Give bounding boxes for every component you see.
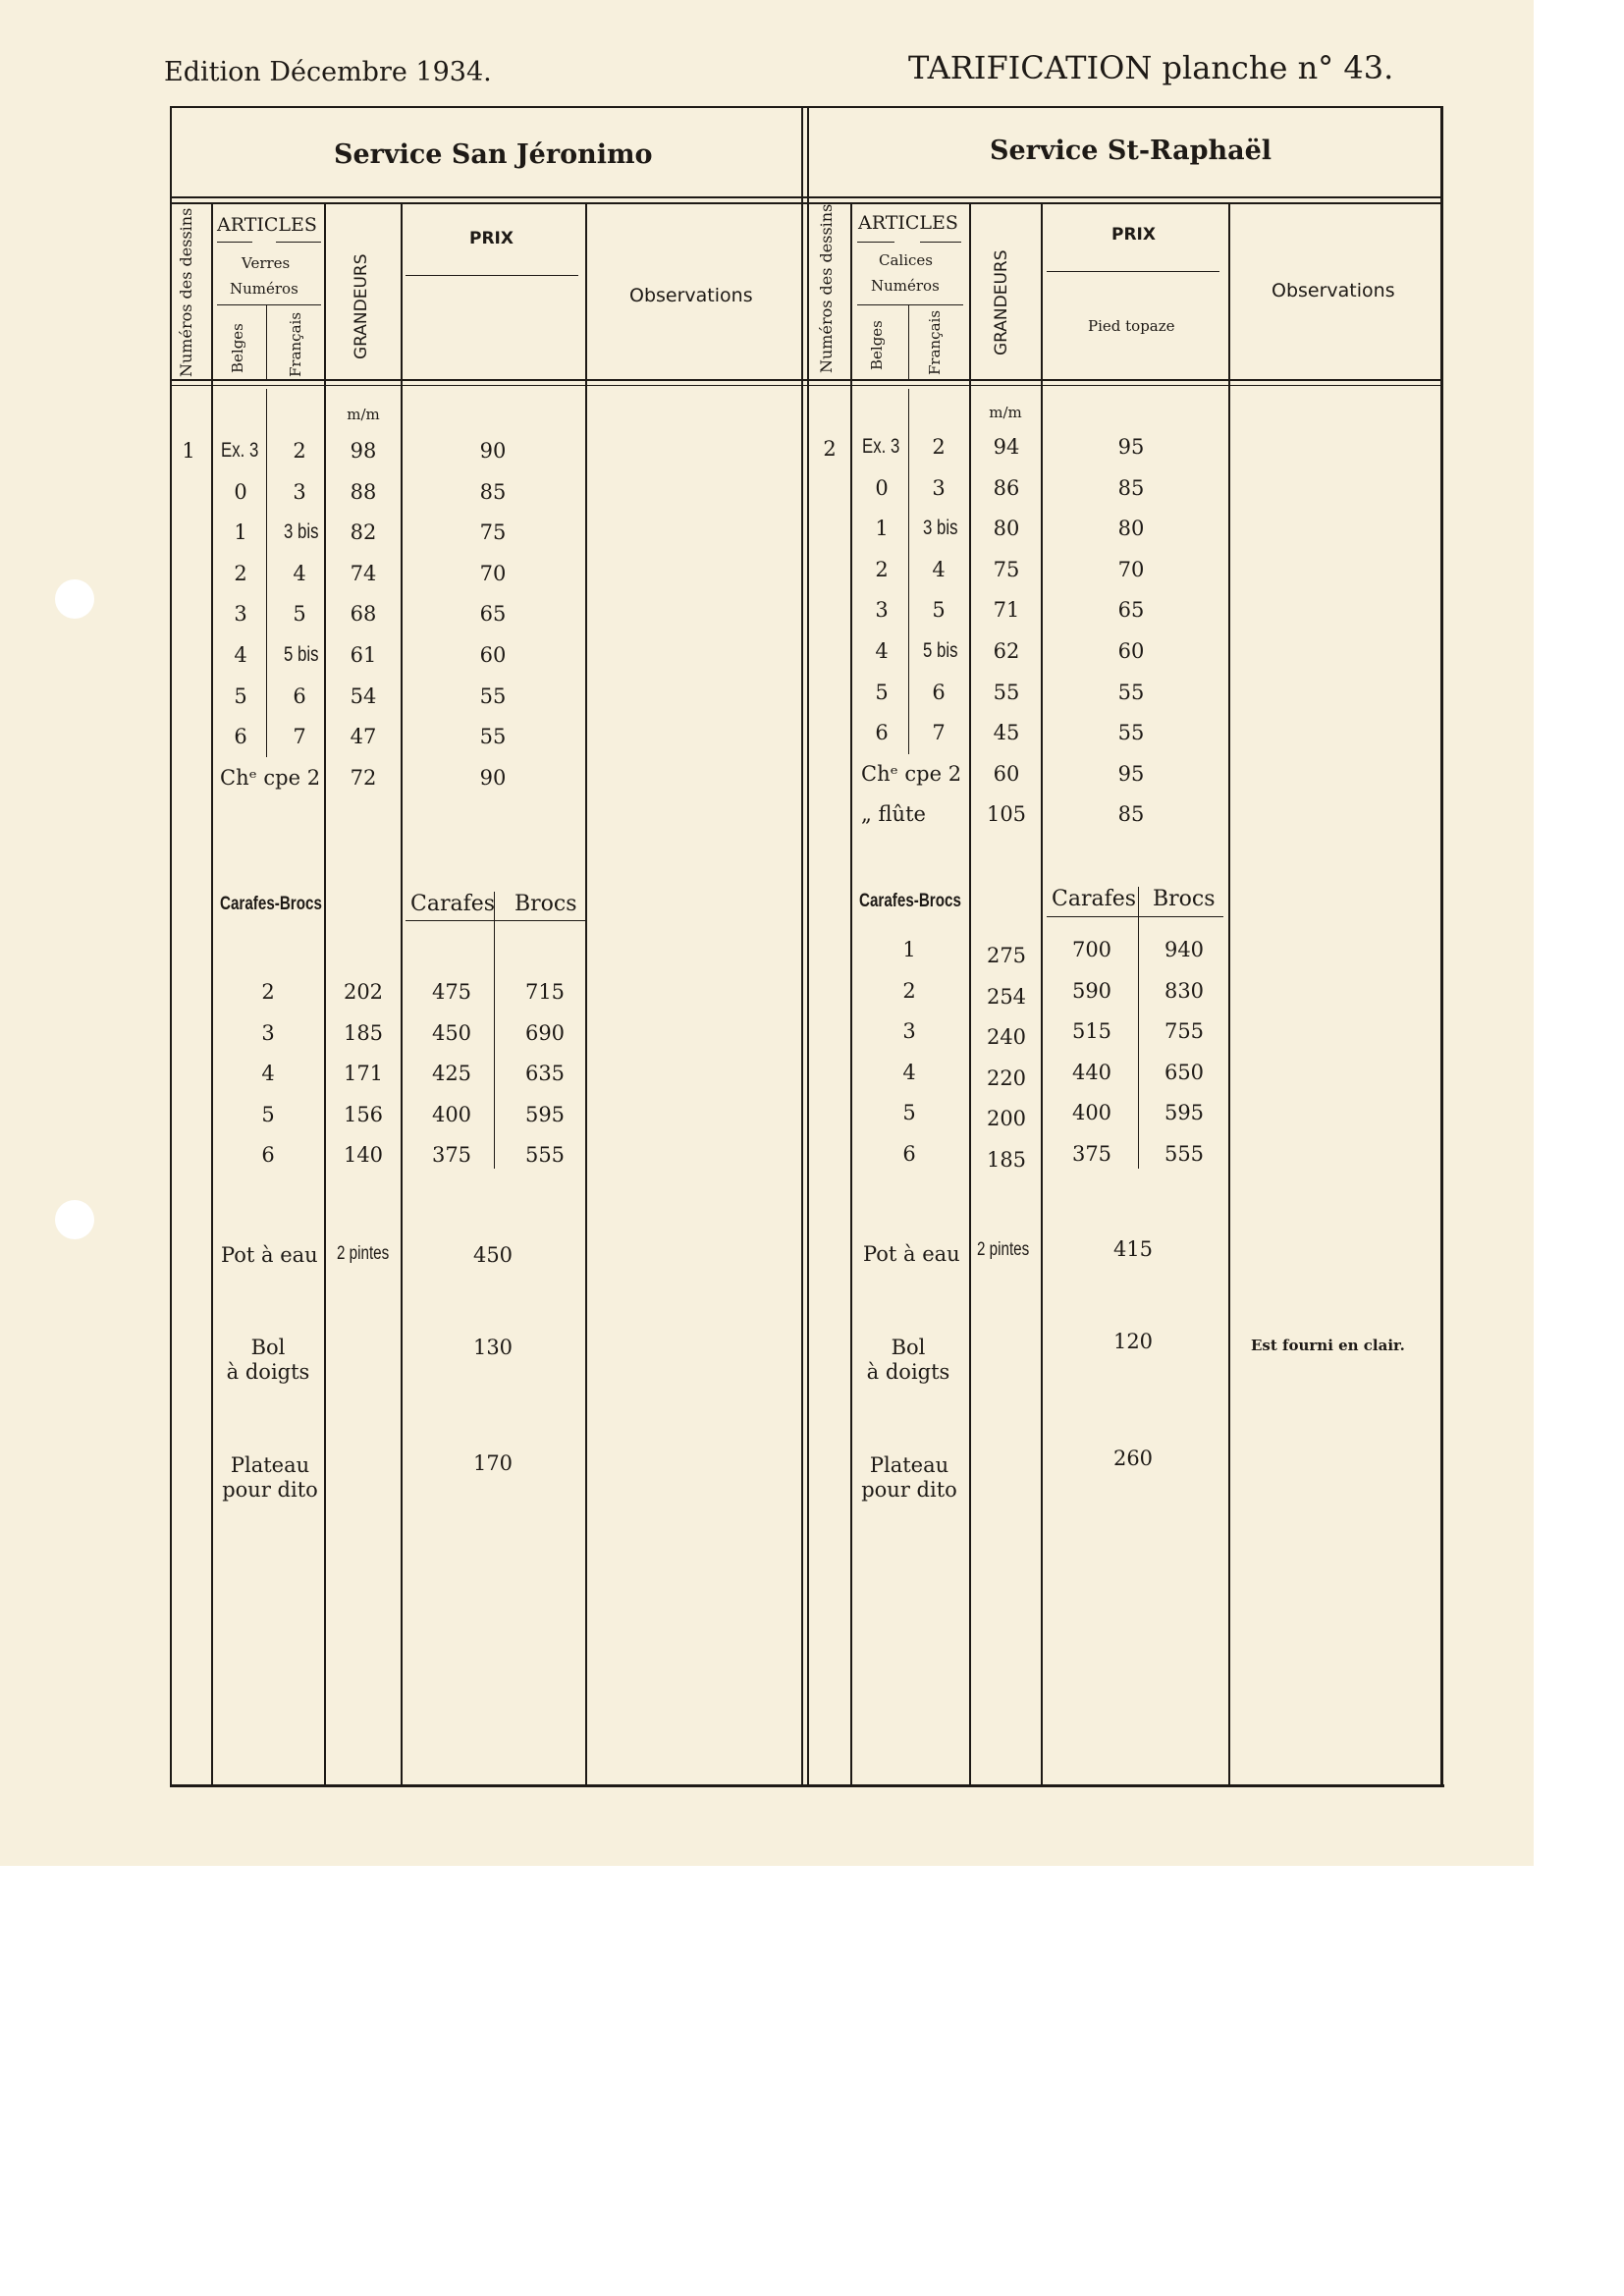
grandeur-value: 61 [350, 643, 377, 667]
francais-header: Français [287, 311, 304, 377]
francais-number: 4 [932, 557, 946, 581]
articles-sub1: Calices [879, 251, 933, 269]
francais-number: 7 [293, 725, 306, 749]
brocs-prix: 830 [1164, 978, 1205, 1003]
frame-top [170, 106, 1442, 108]
carafes-prix: 440 [1071, 1060, 1112, 1084]
carafes-prix: 450 [431, 1020, 472, 1045]
francais-number: 3 bis [923, 517, 958, 540]
francais-number: 5 bis [923, 639, 958, 662]
carafes-rule [406, 920, 585, 921]
plateau-label-1: Plateau [869, 1453, 949, 1477]
belge-number: 0 [875, 475, 889, 500]
belges-header: Belges [229, 323, 246, 373]
bol-prix: 130 [472, 1336, 514, 1359]
punch-hole [55, 579, 94, 619]
carafe-number: 5 [261, 1102, 275, 1126]
grandeur-value: 185 [986, 1147, 1027, 1172]
prix-value: 60 [1117, 639, 1145, 663]
frame-left [170, 106, 172, 1785]
col-divider [585, 202, 587, 1785]
carafes-rule [1047, 916, 1223, 917]
bol-label-1: Bol [250, 1336, 286, 1359]
grandeur-value: 72 [350, 765, 377, 790]
prix-header: PRIX [1111, 225, 1156, 245]
prix-sub-header: Pied topaze [1088, 317, 1175, 335]
carafes-divider [1138, 887, 1139, 1169]
pot-prix: 450 [472, 1243, 514, 1267]
francais-number: 3 [932, 475, 946, 500]
article-label: „ flûte [861, 802, 926, 827]
grandeur-value: 68 [350, 602, 377, 627]
grandeur-value: 54 [350, 683, 377, 708]
bol-prix: 120 [1112, 1330, 1154, 1353]
col-divider [1228, 202, 1230, 1785]
grandeur-value: 140 [343, 1143, 384, 1167]
title-underline [170, 202, 1442, 204]
articles-header: ARTICLES [858, 212, 958, 234]
grandeurs-header: GRANDEURS [352, 253, 371, 359]
grandeur-value: 220 [986, 1066, 1027, 1090]
belge-number: 3 [875, 598, 889, 623]
francais-number: 3 bis [284, 520, 319, 544]
carafes-prix: 475 [431, 980, 472, 1004]
francais-number: 5 bis [284, 643, 319, 666]
grandeur-value: 200 [986, 1107, 1027, 1130]
articles-sub1: Verres [242, 254, 291, 272]
carafes-divider [494, 892, 495, 1169]
grandeur-value: 62 [993, 639, 1020, 663]
brocs-prix: 595 [1164, 1101, 1205, 1124]
belge-number: 2 [234, 561, 247, 585]
grandeurs-header: GRANDEURS [992, 249, 1011, 355]
prix-header: PRIX [469, 229, 514, 248]
bol-label-1: Bol [891, 1336, 926, 1359]
prix-value: 85 [479, 479, 507, 504]
grandeur-value: 171 [343, 1062, 384, 1085]
carafe-number: 2 [902, 978, 916, 1003]
grandeur-value: 75 [993, 557, 1020, 581]
pot-size: 2 pintes [337, 1243, 390, 1264]
prix-value: 95 [1117, 761, 1145, 786]
prix-value: 95 [1117, 435, 1145, 459]
carafes-header: Carafes [1052, 887, 1137, 911]
carafe-number: 5 [902, 1101, 916, 1124]
col-divider [908, 389, 909, 754]
header-rule [406, 275, 578, 276]
belge-number: Ex. 3 [221, 439, 259, 462]
right-service-title: Service St-Raphaël [990, 136, 1272, 166]
col-divider [1041, 202, 1043, 1785]
observations-header: Observations [1272, 280, 1395, 301]
plateau-prix: 260 [1112, 1447, 1154, 1470]
prix-value: 55 [1117, 721, 1145, 745]
francais-number: 4 [293, 561, 306, 585]
brocs-prix: 595 [524, 1102, 566, 1126]
francais-number: 5 [293, 602, 306, 627]
header-bottom [170, 385, 1442, 386]
grandeur-value: 98 [350, 439, 377, 463]
carafe-number: 3 [902, 1019, 916, 1043]
col-divider [211, 202, 213, 1785]
brocs-prix: 690 [524, 1020, 566, 1045]
dessin-number: 1 [182, 439, 195, 463]
belge-number: 3 [234, 602, 247, 627]
carafe-number: 4 [902, 1060, 916, 1084]
carafes-header: Carafes [410, 892, 496, 916]
grandeur-value: 74 [350, 561, 377, 585]
grandeur-value: 88 [350, 479, 377, 504]
col-divider [969, 202, 971, 1785]
francais-number: 7 [932, 721, 946, 745]
carafe-number: 4 [261, 1062, 275, 1085]
carafes-prix: 375 [431, 1143, 472, 1167]
carafe-number: 6 [902, 1141, 916, 1166]
prix-value: 80 [1117, 517, 1145, 541]
francais-number: 3 [293, 479, 306, 504]
carafe-number: 3 [261, 1020, 275, 1045]
brocs-prix: 940 [1164, 938, 1205, 961]
title-underline [170, 196, 1442, 198]
belge-number: 1 [875, 517, 889, 541]
carafes-prix: 375 [1071, 1141, 1112, 1166]
pot-prix: 415 [1112, 1237, 1154, 1261]
carafes-prix: 400 [1071, 1101, 1112, 1124]
prix-value: 85 [1117, 802, 1145, 827]
grandeur-value: 47 [350, 725, 377, 749]
francais-number: 2 [293, 439, 306, 463]
unit-label: m/m [989, 404, 1022, 421]
grandeur-value: 240 [986, 1025, 1027, 1049]
francais-header: Français [926, 309, 944, 375]
col-divider [401, 202, 403, 1785]
article-label: Chᵉ cpe 2 [861, 761, 962, 786]
plateau-label-2: pour dito [861, 1478, 957, 1502]
prix-value: 70 [1117, 557, 1145, 581]
carafes-brocs-label: Carafes-Brocs [859, 891, 961, 911]
brocs-header: Brocs [514, 892, 577, 916]
observations-header: Observations [629, 285, 753, 306]
prix-value: 65 [1117, 598, 1145, 623]
grandeur-value: 80 [993, 517, 1020, 541]
col-divider [266, 304, 267, 381]
grandeur-value: 82 [350, 520, 377, 545]
prix-value: 55 [479, 725, 507, 749]
prix-value: 65 [479, 602, 507, 627]
plateau-prix: 170 [472, 1451, 514, 1475]
frame-right [1440, 106, 1443, 1785]
grandeur-value: 254 [986, 984, 1027, 1009]
dessin-number: 2 [823, 437, 837, 461]
francais-number: 6 [293, 683, 306, 708]
prix-value: 90 [479, 765, 507, 790]
carafe-number: 2 [261, 980, 275, 1004]
carafes-prix: 700 [1071, 938, 1112, 961]
header-rule [217, 304, 321, 305]
prix-value: 90 [479, 439, 507, 463]
pot-label: Pot à eau [221, 1243, 318, 1267]
grandeur-value: 60 [993, 761, 1020, 786]
punch-hole [55, 1200, 94, 1239]
numeros-dessins-header: Numéros des dessins [817, 203, 836, 373]
edition-label: Edition Décembre 1934. [164, 57, 492, 87]
carafe-number: 1 [902, 938, 916, 961]
articles-header: ARTICLES [217, 214, 317, 236]
grandeur-value: 45 [993, 721, 1020, 745]
header-rule [920, 242, 961, 243]
prix-value: 70 [479, 561, 507, 585]
col-divider [266, 389, 267, 757]
header-bottom [170, 379, 1442, 381]
grandeur-value: 156 [343, 1102, 384, 1126]
grandeur-value: 202 [343, 980, 384, 1004]
prix-value: 75 [479, 520, 507, 545]
bol-label-2: à doigts [226, 1360, 310, 1384]
carafes-prix: 590 [1071, 978, 1112, 1003]
header-rule [217, 242, 252, 243]
center-divider [807, 106, 809, 1785]
articles-sub2: Numéros [230, 280, 298, 298]
carafes-prix: 400 [431, 1102, 472, 1126]
brocs-prix: 635 [524, 1062, 566, 1085]
brocs-header: Brocs [1153, 887, 1216, 911]
col-divider [850, 202, 852, 1785]
grandeur-value: 86 [993, 475, 1020, 500]
carafes-brocs-label: Carafes-Brocs [220, 894, 322, 914]
grandeur-value: 275 [986, 944, 1027, 967]
belge-number: Ex. 3 [862, 435, 900, 458]
belge-number: 1 [234, 520, 247, 545]
prix-value: 55 [479, 683, 507, 708]
belges-header: Belges [868, 320, 886, 370]
prix-value: 60 [479, 643, 507, 667]
center-divider [801, 106, 803, 1785]
carafe-number: 6 [261, 1143, 275, 1167]
brocs-prix: 555 [1164, 1141, 1205, 1166]
articles-sub2: Numéros [871, 277, 940, 295]
col-divider [908, 304, 909, 381]
left-service-title: Service San Jéronimo [334, 139, 653, 170]
brocs-prix: 755 [1164, 1019, 1205, 1043]
unit-label: m/m [347, 406, 380, 423]
grandeur-value: 105 [986, 802, 1027, 827]
plateau-label-1: Plateau [230, 1453, 310, 1477]
belge-number: 5 [234, 683, 247, 708]
belge-number: 6 [875, 721, 889, 745]
belge-number: 4 [875, 639, 889, 663]
brocs-prix: 555 [524, 1143, 566, 1167]
numeros-dessins-header: Numéros des dessins [177, 207, 195, 377]
grandeur-value: 55 [993, 680, 1020, 704]
header-rule [857, 304, 963, 305]
grandeur-value: 185 [343, 1020, 384, 1045]
brocs-prix: 650 [1164, 1060, 1205, 1084]
brocs-prix: 715 [524, 980, 566, 1004]
plateau-label-2: pour dito [222, 1478, 318, 1502]
tarification-label: TARIFICATION planche n° 43. [908, 49, 1394, 86]
francais-number: 6 [932, 680, 946, 704]
prix-value: 55 [1117, 680, 1145, 704]
belge-number: 4 [234, 643, 247, 667]
francais-number: 5 [932, 598, 946, 623]
grandeur-value: 71 [993, 598, 1020, 623]
belge-number: 0 [234, 479, 247, 504]
prix-value: 85 [1117, 475, 1145, 500]
francais-number: 2 [932, 435, 946, 459]
carafes-prix: 425 [431, 1062, 472, 1085]
belge-number: 6 [234, 725, 247, 749]
header-rule [276, 242, 321, 243]
bol-observation: Est fourni en clair. [1251, 1337, 1405, 1354]
pot-label: Pot à eau [863, 1242, 960, 1266]
belge-number: 5 [875, 680, 889, 704]
header-rule [1047, 271, 1219, 272]
bol-label-2: à doigts [866, 1360, 950, 1384]
pot-size: 2 pintes [977, 1239, 1030, 1260]
belge-number: 2 [875, 557, 889, 581]
article-label: Chᵉ cpe 2 [220, 765, 321, 790]
col-divider [324, 202, 326, 1785]
header-rule [857, 242, 894, 243]
grandeur-value: 94 [993, 435, 1020, 459]
carafes-prix: 515 [1071, 1019, 1112, 1043]
